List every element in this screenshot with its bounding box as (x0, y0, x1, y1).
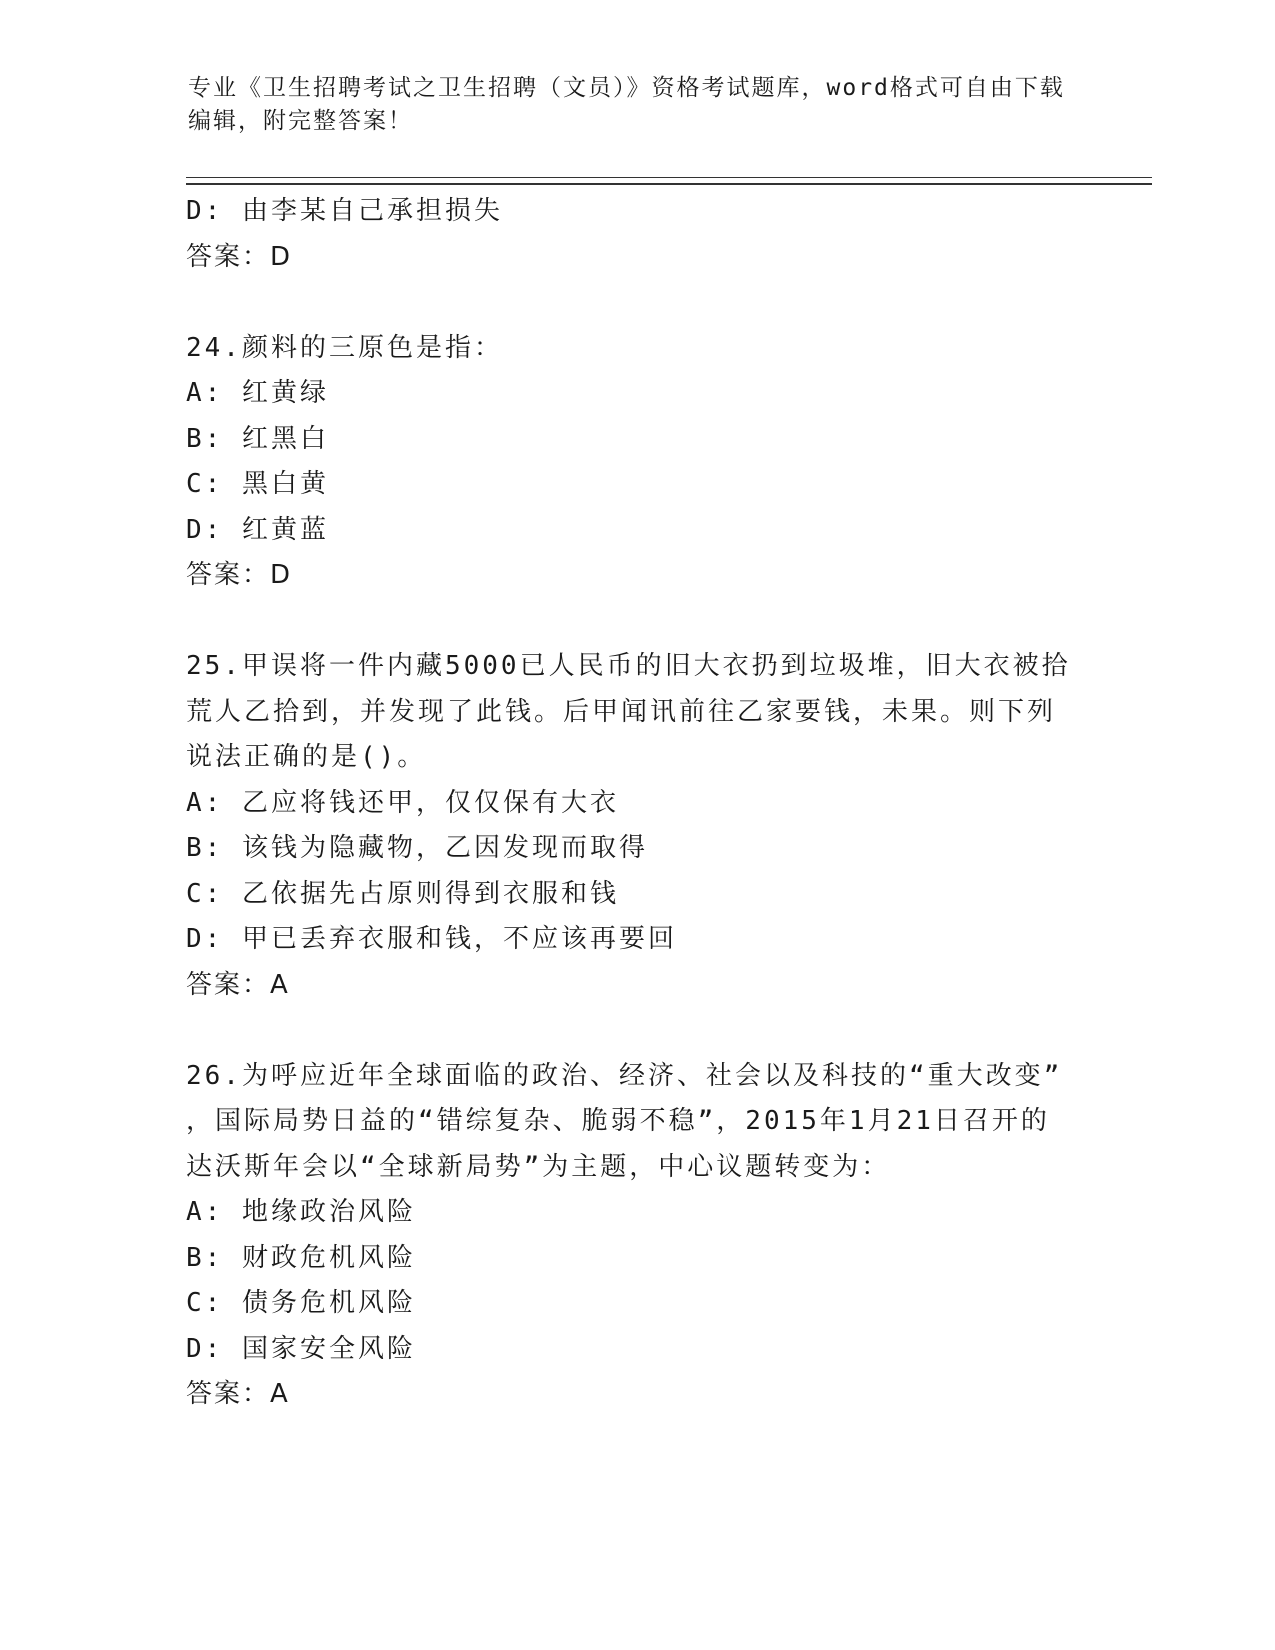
option-b: B: 该钱为隐藏物，乙因发现而取得 (186, 833, 648, 863)
question-stem: 达沃斯年会以“全球新局势”为主题，中心议题转变为： (186, 1151, 891, 1182)
question-stem: 说法正确的是()。 (186, 742, 427, 772)
option-a: A: 红黄绿 (186, 378, 329, 408)
question-26 (186, 1054, 1086, 1418)
question-stem: 24.颜料的三原色是指： (186, 332, 503, 363)
option-c: C: 乙依据先占原则得到衣服和钱 (186, 878, 619, 909)
option-a: A: 乙应将钱还甲，仅仅保有大衣 (186, 787, 619, 818)
option-c: C: 债务危机风险 (186, 1288, 416, 1318)
spacer (186, 1008, 1086, 1054)
option-c: C: 黑白黄 (186, 469, 329, 499)
option-d: D: 国家安全风险 (186, 1333, 416, 1364)
header-divider (186, 177, 1152, 185)
question-stem: 荒人乙拾到，并发现了此钱。后甲闻讯前往乙家要钱，未果。则下列 (186, 696, 1057, 727)
option-b: B: 红黑白 (186, 423, 329, 454)
question-24 (186, 326, 1086, 599)
question-23-tail (186, 189, 1086, 280)
question-stem: 25.甲误将一件内藏5000已人民币的旧大衣扔到垃圾堆，旧大衣被拾 (186, 651, 1071, 681)
answer-line: 答案：A (186, 969, 290, 1000)
question-stem: ，国际局势日益的“错综复杂、脆弱不稳”，2015年1月21日召开的 (186, 1106, 1050, 1136)
page-header (188, 72, 1068, 138)
option-d: D: 红黄蓝 (186, 514, 329, 545)
answer-line: 答案：A (186, 1379, 290, 1409)
option-d: D: 甲已丢弃衣服和钱，不应该再要回 (186, 924, 677, 954)
answer-line: 答案：D (186, 241, 293, 272)
question-stem: 26.为呼应近年全球面临的政治、经济、社会以及科技的“重大改变” (186, 1060, 1063, 1091)
spacer (186, 280, 1086, 326)
answer-line: 答案：D (186, 560, 293, 590)
spacer (186, 599, 1086, 645)
option-b: B: 财政危机风险 (186, 1242, 416, 1273)
document-body (186, 189, 1086, 1418)
option-d: D: 由李某自己承担损失 (186, 196, 503, 226)
header-line: 编辑，附完整答案！ (188, 108, 413, 134)
question-25 (186, 644, 1086, 1008)
option-a: A: 地缘政治风险 (186, 1197, 416, 1227)
header-line: 专业《卫生招聘考试之卫生招聘（文员）》资格考试题库，word格式可自由下载 (188, 75, 1065, 101)
